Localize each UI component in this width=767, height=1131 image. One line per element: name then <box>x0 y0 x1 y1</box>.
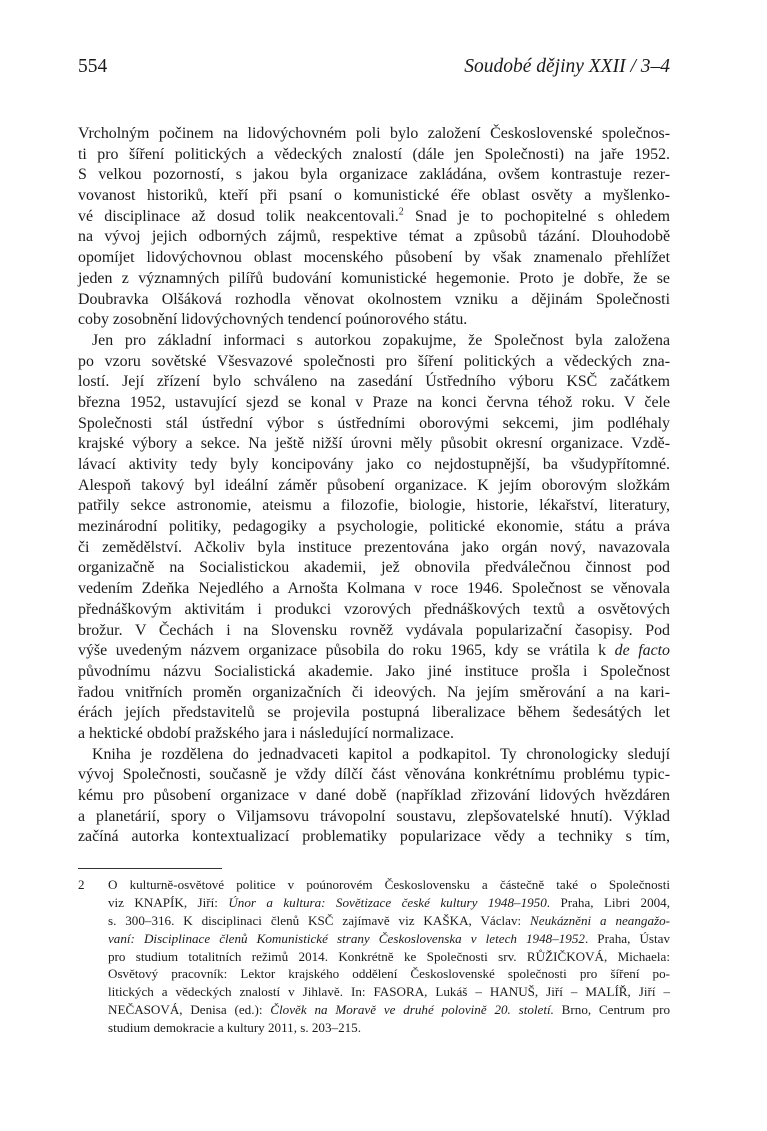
text-line: coby zosobnění lidovýchovných tendencí poúnorového státu. <box>78 311 468 329</box>
text-line: Alespoň takový byl ideální záměr působení organizace. K jejím oborovým složkám <box>78 476 670 494</box>
text-line: ti pro šíření politických a vědeckých znalostí (dále jen Společnosti) na jaře 1952. <box>78 145 670 163</box>
text-line: krajské výbory a sekce. Na ještě nižší úrovni měly působit okresní organizace. Vzdě- <box>78 435 670 453</box>
text-line: na vývoj jejich odborných zájmů, respektive témat a způsobů tázání. Dlouhodobě <box>78 228 670 246</box>
text-line: března 1952, ustavující sjezd se konal v Praze na konci června téhož roku. V čele <box>78 393 670 411</box>
text-line: mezinárodní politiky, pedagogiky a psychologie, politické ekonomie, státu a práva <box>78 518 670 536</box>
footnote-line <box>108 948 670 966</box>
italic-title: Neukázněni a neangažo- <box>530 912 670 928</box>
text-line: původnímu názvu Socialistická akademie. Jako jiné instituce prošla i Společnost <box>78 662 670 680</box>
footnote-segment: viz KNAPÍK, Jiří: <box>108 894 229 910</box>
text-line: a hektické období pražského jara i následující normalizace. <box>78 724 454 742</box>
text-line: S velkou pozorností, s jakou byla organizace zakládána, ovšem kontrastuje rezer- <box>78 166 670 184</box>
text-line: Jen pro základní informaci s autorkou zopakujme, že Společnost byla založena <box>92 331 670 349</box>
text-line: Vrcholným počinem na lidovýchovném poli bylo založení Československé společnos- <box>78 125 670 142</box>
text-line: začíná autorka kontextualizací problematiky popularizace vědy a techniky s tím, <box>78 828 670 846</box>
text-line: Doubravka Olšáková rozhodla věnovat okolnostem vzniku a dějinám Společnosti <box>78 290 670 308</box>
text-line: vedením Zdeňka Nejedlého a Arnošta Kolmana v roce 1946. Společnost se věnovala <box>78 580 670 598</box>
italic-title: Únor a kultura: Sovětizace české kultury 1948–1950 <box>228 894 547 910</box>
footnote-line <box>108 965 670 983</box>
text-line: vovanost historiků, kteří při psaní o komunistické éře oblast osvěty a myšlenko- <box>78 187 670 205</box>
text-line: lostí. Její zřízení bylo schváleno na zasedání Ústředního výboru KSČ začátkem <box>78 373 670 391</box>
footnote-segment: pro studium totalitních režimů 2014. Konkrétně ke Společnosti srv. RŮŽIČKOVÁ, Michaela: <box>108 948 670 964</box>
footnote-reference[interactable]: 2 <box>398 206 404 218</box>
text-line: vé disciplinace až dosud tolik neakcentovali.$^2$ Snad je to pochopitelné s ohledem <box>78 206 670 225</box>
text-line: organizačně na Socialistickou akademii, jež obnovila předválečnou činnost pod <box>78 559 670 577</box>
running-title: Soudobé dějiny XXII / 3–4 <box>464 56 670 77</box>
footnote-line <box>108 983 670 1001</box>
text-line: brožur. V Čechách i na Slovensku rovněž vydávala popularizační časopisy. Pod <box>78 621 670 639</box>
footnote-segment: . Praha, Ústav <box>584 930 670 946</box>
text-line: érách jejích představitelů se projevila postupná liberalizace během šedesátých let <box>78 704 670 722</box>
text-line: patřily sekce astronomie, ateismu a filozofie, biologie, historie, lékařství, literatury, <box>78 497 670 515</box>
footnote-line <box>108 912 670 930</box>
text-line: Kniha je rozdělena do jednadvaceti kapitol a podkapitol. Ty chronologicky sledují <box>92 745 670 763</box>
text-line: řadou vnitřních proměn organizačních či ideových. Na jejím směrování a na kari- <box>78 683 670 701</box>
footnote-number: 2 <box>78 877 85 892</box>
text-line: či zemědělství. Ačkoliv byla instituce prezentována jako orgán nový, navazovala <box>78 538 670 556</box>
footnote-segment: . Praha, Libri 2004, <box>546 894 670 910</box>
text-line: výše uvedeným názvem organizace působila do roku 1965, kdy se vrátila k de facto <box>78 642 670 660</box>
italic-title: vaní: Disciplinace členů Komunistické strany Československa v letech 1948–1952 <box>108 930 585 946</box>
footnote-segment: litických a vědeckých znalostí v Jihlavě. In: FASORA, Lukáš – HANUŠ, Jiří – MALÍŘ, Jiří – <box>108 984 670 1000</box>
page-header <box>78 56 670 82</box>
italic-term: de facto <box>614 642 670 660</box>
text-line: přednáškovým aktivitám i produkci vzorových přednáškových textů a osvětových <box>78 600 670 618</box>
page-number: 554 <box>78 56 108 77</box>
footnote-separator <box>78 868 222 869</box>
text-line: po vzoru sovětské Všesvazové společnosti pro šíření politických a vědeckých zna- <box>78 352 670 370</box>
footnote-text <box>108 876 670 1037</box>
text-line: vývoj Společnosti, současně je vždy dílčí část věnována konkrétnímu problému typic- <box>78 766 670 784</box>
text-line: opomíjet lidovýchovnou oblast mocenského působení by však znamenalo přehlížet <box>78 249 670 267</box>
footnote-line <box>108 930 670 948</box>
footnote-segment: Brno, Centrum pro <box>553 1002 670 1018</box>
footnote-line: O kulturně-osvětové politice v poúnorovém Československu a částečně také o Společnosti <box>108 877 670 892</box>
text-line: Společnosti stál ústřední výbor s ústředními oborovými sekcemi, jim podléhaly <box>78 414 670 432</box>
footnote-line <box>108 894 670 912</box>
body-text <box>78 124 670 848</box>
footnote-segment: NEČASOVÁ, Denisa (ed.): <box>108 1002 271 1018</box>
text-line: jeden z významných pilířů budování komunistické hegemonie. Proto je dobře, že se <box>78 269 670 287</box>
footnote-line <box>108 1001 670 1019</box>
footnote-segment: s. 300–316. K disciplinaci členů KSČ zajímavě viz KAŠKA, Václav: <box>108 912 531 928</box>
text-line: lávací aktivity tedy byly koncipovány jako co nejdostupnější, ba všudypřítomné. <box>78 456 670 473</box>
italic-title: Člověk na Moravě ve druhé polovině 20. století. <box>270 1002 554 1018</box>
footnote-segment: studium demokracie a kultury 2011, s. 203–215. <box>108 1020 361 1036</box>
footnote-line <box>108 1019 670 1037</box>
text-line: a planetárií, spory o Viljamsovu trávopolní soustavu, zlepšovatelské hnutí). Výklad <box>78 807 670 825</box>
footnote-segment: Osvětový pracovník: Lektor krajského oddělení Československé společnosti pro šíření po- <box>108 966 670 982</box>
text-line: kému pro působení organizace v dané době (například zřizování lidových hvězdáren <box>78 787 670 804</box>
